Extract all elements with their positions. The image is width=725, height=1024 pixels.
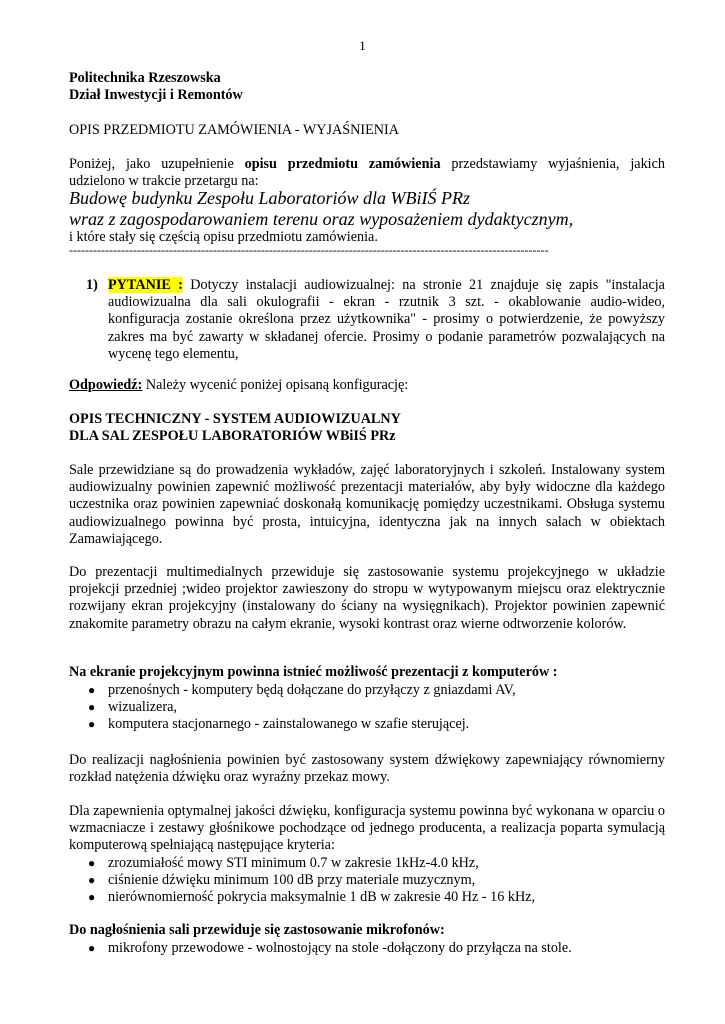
bullet-icon: ● bbox=[88, 856, 96, 870]
paragraph-2: Do prezentacji multimedialnych przewiduje się zastosowanie systemu projekcyjnego w układzie projekcji przedniej ;wideo projektor zawieszony do stropu w wytypowanym miejscu oraz elektrycznie rozwijany ekran projekcyjny (instalowany do ściany na wysięgnikach). Projektor powinien zapewnić znakomite parametry obrazu na całym ekranie, wysoki kontrast oraz wierne odtworzenie kolorów. bbox=[69, 564, 665, 632]
question-block bbox=[86, 277, 665, 363]
list-item bbox=[69, 855, 665, 872]
answer-text: Należy wycenić poniżej opisaną konfigurację: bbox=[142, 377, 409, 393]
list-item-text: wizualizera, bbox=[108, 699, 177, 716]
bullet-icon: ● bbox=[88, 890, 96, 905]
header-dept: Dział Inwestycji i Remontów bbox=[69, 87, 243, 103]
intro-bold: opisu przedmiotu zamówienia bbox=[244, 156, 441, 172]
question-number: 1) bbox=[86, 277, 98, 293]
mic-list bbox=[69, 940, 665, 957]
question-label: PYTANIE : bbox=[108, 277, 183, 293]
document-title: OPIS PRZEDMIOTU ZAMÓWIENIA - WYJAŚNIENIA bbox=[69, 122, 399, 138]
list-item-text: komputera stacjonarnego - zainstalowanego w szafie sterującej. bbox=[108, 716, 470, 733]
list-item bbox=[69, 699, 665, 716]
answer-line bbox=[69, 377, 665, 394]
list-item bbox=[69, 889, 665, 906]
question-text: Dotyczy instalacji audiowizualnej: na stronie 21 znajduje się zapis "instalacja audiowizualna dla sali okulografii - ekran - rzutnik 3 szt. - okablowanie audio-wideo, konfiguracja zostanie określona przez użytkownika" - prosimy o potwierdzenie, że powyższy zakres ma być zawarty w składanej ofercie. Prosimy o podanie parametrów pozwalających na wycenę tego elementu, bbox=[108, 277, 665, 362]
answer-label: Odpowiedź: bbox=[69, 377, 143, 393]
list-item bbox=[69, 716, 665, 733]
list-item-text: nierównomierność pokrycia maksymalnie 1 dB w zakresie 40 Hz - 16 kHz, bbox=[108, 889, 536, 906]
bullet-icon: ● bbox=[88, 941, 96, 955]
mic-heading: Do nagłośnienia sali przewiduje się zastosowanie mikrofonów: bbox=[69, 922, 445, 938]
tech-heading-line-2: DLA SAL ZESPOŁU LABORATORIÓW WBiIŚ PRz bbox=[69, 428, 396, 444]
intro-text-1: Poniżej, jako uzupełnienie bbox=[69, 156, 245, 172]
screen-heading: Na ekranie projekcyjnym powinna istnieć możliwość prezentacji z komputerów : bbox=[69, 664, 558, 680]
separator-line: ------------------------------------------------------------------------------------------------------------------------ bbox=[69, 243, 549, 257]
bullet-icon: ● bbox=[88, 873, 96, 888]
intro-text-2: przedstawiamy wyjaśnienia, jakich udzielono w trakcie przetargu na: bbox=[69, 156, 665, 190]
project-title-line-1: Budowę budynku Zespołu Laboratoriów dla WBiIŚ PRz bbox=[69, 188, 470, 208]
list-item-text: ciśnienie dźwięku minimum 100 dB przy materiale muzycznym, bbox=[108, 872, 476, 889]
intro-closing: i które stały się częścią opisu przedmiotu zamówienia. bbox=[69, 229, 378, 245]
page-number: 1 bbox=[359, 38, 366, 53]
bullet-icon: ● bbox=[88, 700, 96, 715]
sound-list bbox=[69, 855, 665, 907]
list-item-text: mikrofony przewodowe - wolnostojący na stole -dołączony do przyłącza na stole. bbox=[108, 940, 572, 956]
list-item bbox=[69, 682, 665, 699]
paragraph-3: Do realizacji nagłośnienia powinien być zastosowany system dźwiękowy zapewniający równomierny rozkład natężenia dźwięku oraz wyraźny przekaz mowy. bbox=[69, 752, 665, 786]
screen-list bbox=[69, 682, 665, 734]
tech-heading-line-1: OPIS TECHNICZNY - SYSTEM AUDIOWIZUALNY bbox=[69, 411, 401, 427]
intro-paragraph bbox=[69, 156, 665, 190]
header-org: Politechnika Rzeszowska bbox=[69, 70, 221, 86]
project-title-line-2: wraz z zagospodarowaniem terenu oraz wyposażeniem dydaktycznym, bbox=[69, 209, 574, 229]
bullet-icon: ● bbox=[88, 683, 96, 697]
paragraph-1: Sale przewidziane są do prowadzenia wykładów, zajęć laboratoryjnych i szkoleń. Instalowany system audiowizualny powinien zapewnić możliwość prezentacji materiałów, aby były widoczne dla każdego uczestnika oraz powinien zapewniać doskonałą komunikację pomiędzy uczestnikami. Obsługa systemu audiowizualnego powinna być prosta, intuicyjna, identyczna jak na innych salach w obiektach Zamawiającego. bbox=[69, 462, 665, 547]
bullet-icon: ● bbox=[88, 717, 96, 732]
list-item bbox=[69, 940, 665, 957]
list-item-text: przenośnych - komputery będą dołączane do przyłączy z gniazdami AV, bbox=[108, 682, 516, 698]
list-item bbox=[69, 872, 665, 889]
list-item-text: zrozumiałość mowy STI minimum 0.7 w zakresie 1kHz-4.0 kHz, bbox=[108, 855, 479, 871]
paragraph-4: Dla zapewnienia optymalnej jakości dźwięku, konfiguracja systemu powinna być wykonana w oparciu o wzmacniacze i zestawy głośnikowe pochodzące od jednego producenta, a realizacja poparta symulacją komputerową spełniającą następujące kryteria: bbox=[69, 803, 665, 854]
